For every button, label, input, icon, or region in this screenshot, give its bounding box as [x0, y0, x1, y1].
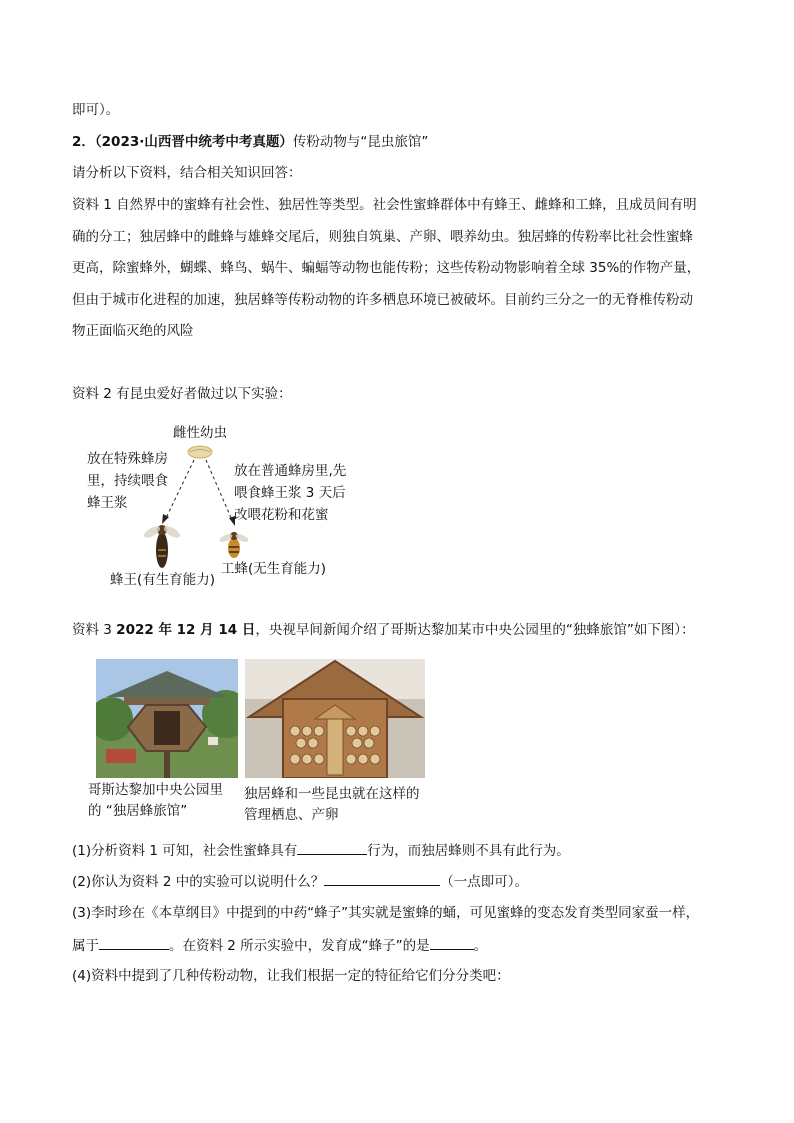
worker-bee-icon [218, 532, 249, 558]
sub-question-1-text: (1)分析资料 1 可知，社会性蜜蜂具有 [72, 843, 298, 859]
insect-hotel-photo [245, 659, 425, 778]
material-3-text: ，央视早间新闻介绍了哥斯达黎加某市中央公园里的“独蜂旅馆”如下图）： [255, 622, 695, 638]
continued-text: 即可）。 [72, 102, 120, 118]
larva-icon [188, 446, 212, 458]
answer-blank[interactable] [99, 935, 169, 950]
park-bee-hotel-photo [96, 659, 238, 778]
sub-question-3-text: 属于 [72, 938, 99, 954]
worker-label: 工蜂(无生育能力) [221, 561, 327, 577]
right-photo-caption-line: 独居蜂和一些昆虫就在这样的 [244, 786, 420, 802]
sub-question-2-text-end: （一点即可）。 [440, 874, 529, 890]
material-1-line: 但由于城市化进程的加速，独居蜂等传粉动物的许多栖息环境已被破坏。目前约三分之一的无脊椎传粉动 [72, 292, 693, 308]
right-condition-line: 喂食蜂王浆 3 天后 [234, 485, 346, 501]
answer-blank[interactable] [324, 871, 440, 886]
material-3-date: 2022 年 12 月 14 日 [116, 622, 256, 638]
left-arrowhead [162, 514, 169, 524]
right-photo-caption-line: 管理栖息、产卵 [244, 807, 339, 823]
question-title: 传粉动物与“昆虫旅馆” [292, 134, 429, 150]
material-1-line: 确的分工；独居蜂中的雌蜂与雄蜂交尾后，则独自筑巢、产卵、喂养幼虫。独居蜂的传粉率比社会性蜜蜂 [72, 229, 693, 245]
intro-line: 请分析以下资料，结合相关知识回答： [72, 165, 302, 181]
question-2-heading [72, 132, 428, 152]
left-photo-caption-line: 的 “独居蜂旅馆” [88, 803, 188, 819]
left-arrow [166, 460, 194, 518]
left-condition-line: 里，持续喂食 [87, 473, 168, 489]
sub-question-3-text-mid: 。在资料 2 所示实验中，发育成“蜂子”的是 [169, 938, 430, 954]
answer-blank[interactable] [297, 840, 367, 855]
material-3-line [72, 620, 695, 640]
material-1-line: 物正面临灭绝的风险 [72, 323, 194, 339]
left-condition-line: 放在特殊蜂房 [87, 451, 168, 467]
sub-question-1-text-end: 行为，而独居蜂则不具有此行为。 [367, 843, 570, 859]
left-photo-caption-line: 哥斯达黎加中央公园里 [88, 782, 223, 798]
question-source: （2023·山西晋中统考中考真题） [94, 134, 293, 150]
material-1-line: 资料 1 自然界中的蜜蜂有社会性、独居性等类型。社会性蜜蜂群体中有蜂王、雌蜂和工蜂，且成员间有明 [72, 197, 697, 213]
queen-bee-icon [142, 524, 182, 568]
material-1-line: 更高，除蜜蜂外，蝴蝶、蜂鸟、蜗牛、蝙蝠等动物也能传粉；这些传粉动物影响着全球 35%的作物产量， [72, 260, 701, 276]
right-condition-line: 放在普通蜂房里,先 [234, 463, 347, 479]
material-2-line: 资料 2 有昆虫爱好者做过以下实验： [72, 386, 292, 402]
sub-question-3-text-end: 。 [473, 938, 488, 954]
larva-label: 雌性幼虫 [173, 425, 227, 441]
right-condition-line: 改喂花粉和花蜜 [234, 507, 329, 523]
left-condition-line: 蜂王浆 [87, 495, 128, 511]
sub-question-2 [72, 871, 528, 892]
sub-question-2-text: (2)你认为资料 2 中的实验可以说明什么？ [72, 874, 325, 890]
bee-development-diagram [72, 410, 402, 595]
right-arrow [206, 460, 232, 520]
material-3-label: 资料 3 [72, 622, 117, 638]
queen-label: 蜂王(有生育能力) [110, 572, 216, 588]
question-number: 2． [72, 134, 95, 150]
sub-question-4: (4)资料中提到了几种传粉动物，让我们根据一定的特征给它们分分类吧： [72, 968, 510, 984]
answer-blank[interactable] [430, 935, 474, 950]
sub-question-1 [72, 840, 570, 861]
sub-question-3-line-2 [72, 935, 487, 956]
sub-question-3-line-1: (3)李时珍在《本草纲目》中提到的中药“蜂子”其实就是蜜蜂的蛹，可见蜜蜂的变态发育类型同家蚕一样， [72, 905, 700, 921]
